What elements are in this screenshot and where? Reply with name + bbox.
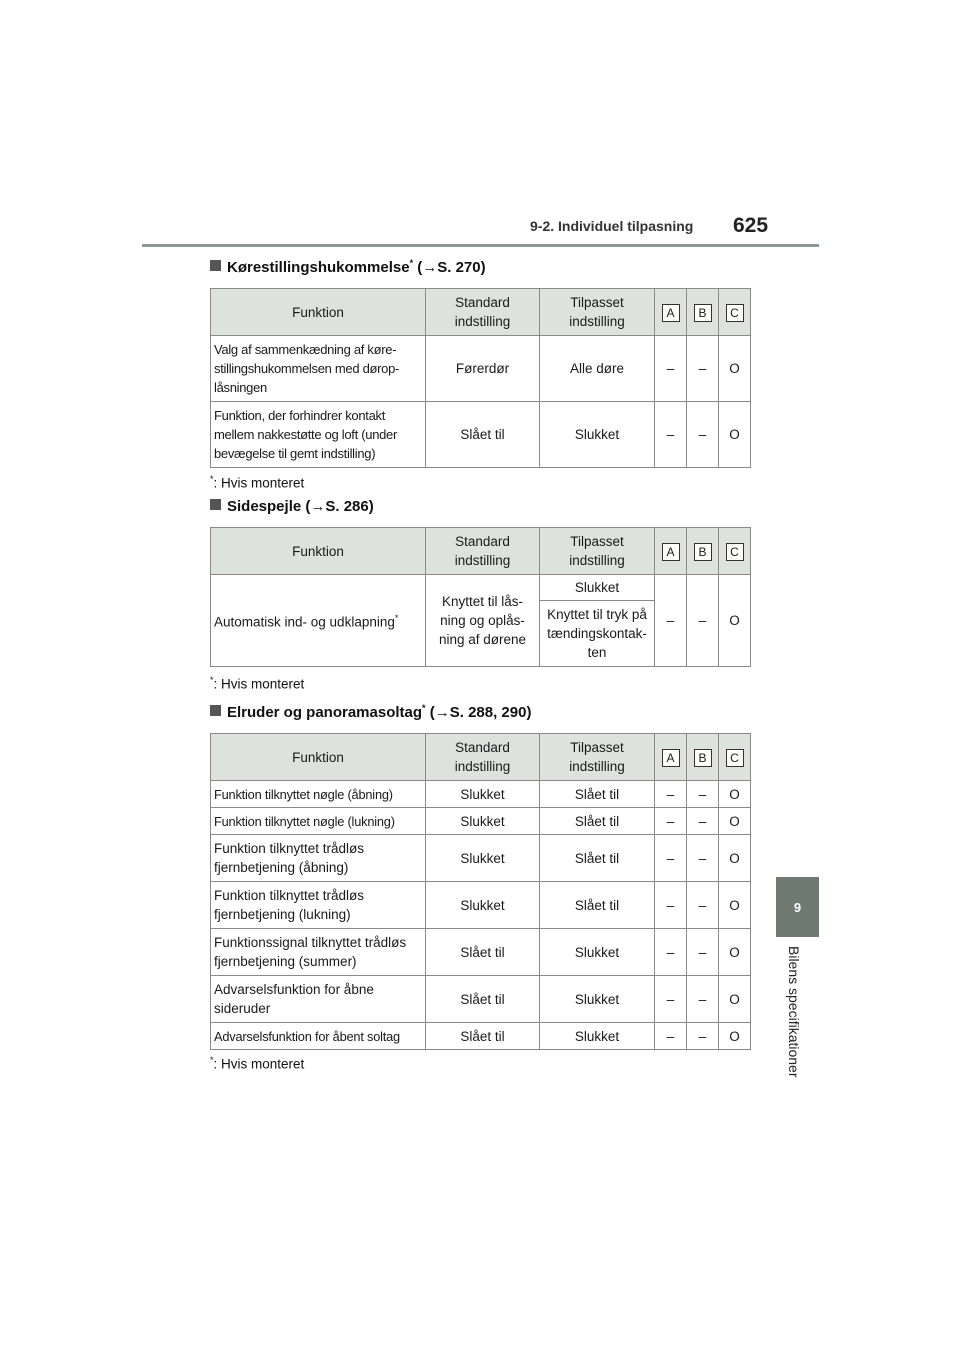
cell-a: – (655, 882, 687, 929)
cell-c: O (719, 1023, 751, 1050)
footnote-text: : Hvis monteret (213, 676, 305, 692)
heading-text: Sidespejle (227, 498, 302, 515)
cell-function (211, 835, 426, 882)
cell-b: – (687, 882, 719, 929)
heading-text: Elruder og panoramasoltag (227, 704, 423, 721)
cell-function (211, 336, 426, 402)
table-header-row (211, 289, 751, 336)
cell-custom: Slukket (540, 1023, 655, 1050)
cell-a: – (655, 976, 687, 1023)
cell-custom: Slukket (540, 929, 655, 976)
table-row (211, 808, 751, 835)
cell-c: O (719, 336, 751, 402)
footnote-marker: * (409, 258, 414, 268)
chapter-label: Bilens specifikationer (786, 946, 802, 1078)
section-heading-driving-position-memory (210, 258, 486, 276)
text-line: Advarselsfunktion for åbne (214, 982, 374, 997)
table-row (211, 835, 751, 882)
column-header-a (655, 734, 687, 781)
column-header-c (719, 289, 751, 336)
section-heading-side-mirrors (210, 498, 374, 515)
box-c-label: C (726, 749, 744, 767)
text-line: fjernbetjening (åbning) (214, 860, 349, 875)
header-line: Standard (455, 534, 510, 549)
cell-c: O (719, 976, 751, 1023)
box-a-label: A (662, 749, 680, 767)
cell-b: – (687, 781, 719, 808)
table-header-row (211, 528, 751, 575)
text-line: fjernbetjening (summer) (214, 954, 357, 969)
text-line: bevægelse til gemt indstilling) (214, 446, 376, 461)
box-b-label: B (694, 304, 712, 322)
table-row (211, 336, 751, 402)
cell-custom: Slukket (540, 976, 655, 1023)
cell-a: – (655, 575, 687, 667)
column-header-custom (540, 289, 655, 336)
cell-custom: Alle døre (540, 336, 655, 402)
box-c-label: C (726, 543, 744, 561)
page-reference: (→S. 270) (417, 259, 486, 276)
cell-b: – (687, 835, 719, 882)
cell-b: – (687, 575, 719, 667)
cell-a: – (655, 1023, 687, 1050)
cell-b: – (687, 929, 719, 976)
cell-standard: Slået til (426, 402, 540, 468)
cell-b: – (687, 336, 719, 402)
cell-standard: Slået til (426, 929, 540, 976)
column-header-standard (426, 289, 540, 336)
footnote (210, 474, 304, 491)
column-header-c (719, 734, 751, 781)
cell-function (211, 575, 426, 667)
footnote-marker: * (394, 613, 399, 624)
text-line: ning og oplås- (440, 613, 525, 628)
square-bullet-icon (210, 499, 221, 510)
cell-b: – (687, 808, 719, 835)
footnote-text: : Hvis monteret (213, 1056, 305, 1072)
text-line: Valg af sammenkædning af køre- (214, 342, 397, 357)
cell-c: O (719, 781, 751, 808)
text-line: Funktion tilknyttet trådløs (214, 841, 365, 856)
column-header-b (687, 289, 719, 336)
cell-function: Advarselsfunktion for åbent soltag (211, 1023, 426, 1050)
column-header-b (687, 734, 719, 781)
chapter-tab (776, 877, 819, 937)
text-line: Knyttet til lås- (441, 594, 524, 609)
cell-custom: Slået til (540, 835, 655, 882)
table-row (211, 929, 751, 976)
text-line: Funktionssignal tilknyttet trådløs (214, 935, 407, 950)
text-line: Funktion tilknyttet trådløs (214, 888, 365, 903)
box-a-label: A (662, 543, 680, 561)
box-b-label: B (694, 749, 712, 767)
section-heading-power-windows-sunroof (210, 703, 531, 721)
table-row (211, 402, 751, 468)
cell-standard: Slået til (426, 1023, 540, 1050)
cell-b: – (687, 976, 719, 1023)
footnote-text: : Hvis monteret (213, 475, 305, 491)
text-line: Knyttet til tryk på (547, 607, 647, 622)
cell-c: O (719, 835, 751, 882)
cell-c: O (719, 808, 751, 835)
cell-standard (426, 575, 540, 667)
settings-table-side-mirrors (210, 527, 751, 667)
header-line: Tilpasset (570, 295, 624, 310)
header-line: indstilling (569, 314, 625, 329)
text-line: Funktion, der forhindrer kontakt (214, 408, 386, 423)
text-line: mellem nakkestøtte og loft (under (214, 427, 398, 442)
cell-b: – (687, 1023, 719, 1050)
box-a-label: A (662, 304, 680, 322)
column-header-custom (540, 528, 655, 575)
header-line: indstilling (569, 759, 625, 774)
column-header-a (655, 528, 687, 575)
cell-function (211, 402, 426, 468)
cell-custom: Slået til (540, 808, 655, 835)
text-line: sideruder (214, 1001, 271, 1016)
cell-function (211, 976, 426, 1023)
page-number: 625 (733, 214, 769, 237)
footnote (210, 1055, 304, 1072)
cell-function (211, 882, 426, 929)
cell-a: – (655, 336, 687, 402)
page-reference: (→S. 288, 290) (429, 704, 532, 721)
page-reference: (→S. 286) (305, 498, 374, 515)
table-row (211, 882, 751, 929)
table-row (211, 575, 751, 601)
section-header-title: 9-2. Individuel tilpasning (530, 218, 694, 234)
cell-c: O (719, 882, 751, 929)
footnote-marker: * (210, 675, 214, 685)
cell-custom-option-2 (540, 601, 655, 667)
cell-function: Funktion tilknyttet nøgle (lukning) (211, 808, 426, 835)
chapter-number: 9 (793, 899, 802, 915)
column-header-standard (426, 734, 540, 781)
header-line: indstilling (569, 553, 625, 568)
cell-c: O (719, 575, 751, 667)
header-line: Tilpasset (570, 534, 624, 549)
header-line: Standard (455, 740, 510, 755)
cell-custom-option-1: Slukket (540, 575, 655, 601)
cell-standard: Slukket (426, 835, 540, 882)
text-line: stillingshukommelsen med dørop- (214, 361, 400, 376)
cell-standard: Slukket (426, 808, 540, 835)
text-line: ning af dørene (438, 632, 527, 647)
header-line: indstilling (454, 553, 511, 568)
cell-a: – (655, 835, 687, 882)
column-header-standard (426, 528, 540, 575)
column-header-c (719, 528, 751, 575)
footnote (210, 675, 304, 692)
text-line: Automatisk ind- og udklapning (214, 614, 395, 630)
cell-a: – (655, 808, 687, 835)
square-bullet-icon (210, 705, 221, 716)
cell-c: O (719, 929, 751, 976)
settings-table-driving-position-memory (210, 288, 751, 468)
square-bullet-icon (210, 260, 221, 271)
cell-c: O (719, 402, 751, 468)
cell-custom: Slukket (540, 402, 655, 468)
column-header-function: Funktion (211, 528, 426, 575)
column-header-function: Funktion (211, 734, 426, 781)
box-b-label: B (694, 543, 712, 561)
cell-function (211, 929, 426, 976)
text-line: ten (587, 645, 607, 660)
text-line: fjernbetjening (lukning) (214, 907, 351, 922)
cell-standard: Slået til (426, 976, 540, 1023)
header-line: indstilling (454, 314, 511, 329)
settings-table-power-windows-sunroof (210, 733, 751, 1050)
cell-b: – (687, 402, 719, 468)
box-c-label: C (726, 304, 744, 322)
column-header-custom (540, 734, 655, 781)
footnote-marker: * (422, 703, 426, 713)
cell-a: – (655, 929, 687, 976)
cell-function: Funktion tilknyttet nøgle (åbning) (211, 781, 426, 808)
footnote-marker: * (210, 474, 214, 484)
cell-standard: Slukket (426, 882, 540, 929)
cell-custom: Slået til (540, 781, 655, 808)
header-line: indstilling (454, 759, 511, 774)
header-divider (142, 244, 819, 247)
text-line: tændingskontak- (547, 626, 647, 641)
text-line: låsningen (214, 380, 267, 395)
footnote-marker: * (210, 1055, 214, 1065)
table-row (211, 976, 751, 1023)
cell-standard: Slukket (426, 781, 540, 808)
column-header-function: Funktion (211, 289, 426, 336)
table-header-row (211, 734, 751, 781)
table-row (211, 1023, 751, 1050)
header-line: Standard (455, 295, 510, 310)
heading-text: Kørestillingshukommelse (227, 259, 410, 276)
column-header-a (655, 289, 687, 336)
cell-a: – (655, 781, 687, 808)
header-line: Tilpasset (570, 740, 624, 755)
column-header-b (687, 528, 719, 575)
cell-standard: Førerdør (426, 336, 540, 402)
table-row (211, 781, 751, 808)
cell-a: – (655, 402, 687, 468)
cell-custom: Slået til (540, 882, 655, 929)
